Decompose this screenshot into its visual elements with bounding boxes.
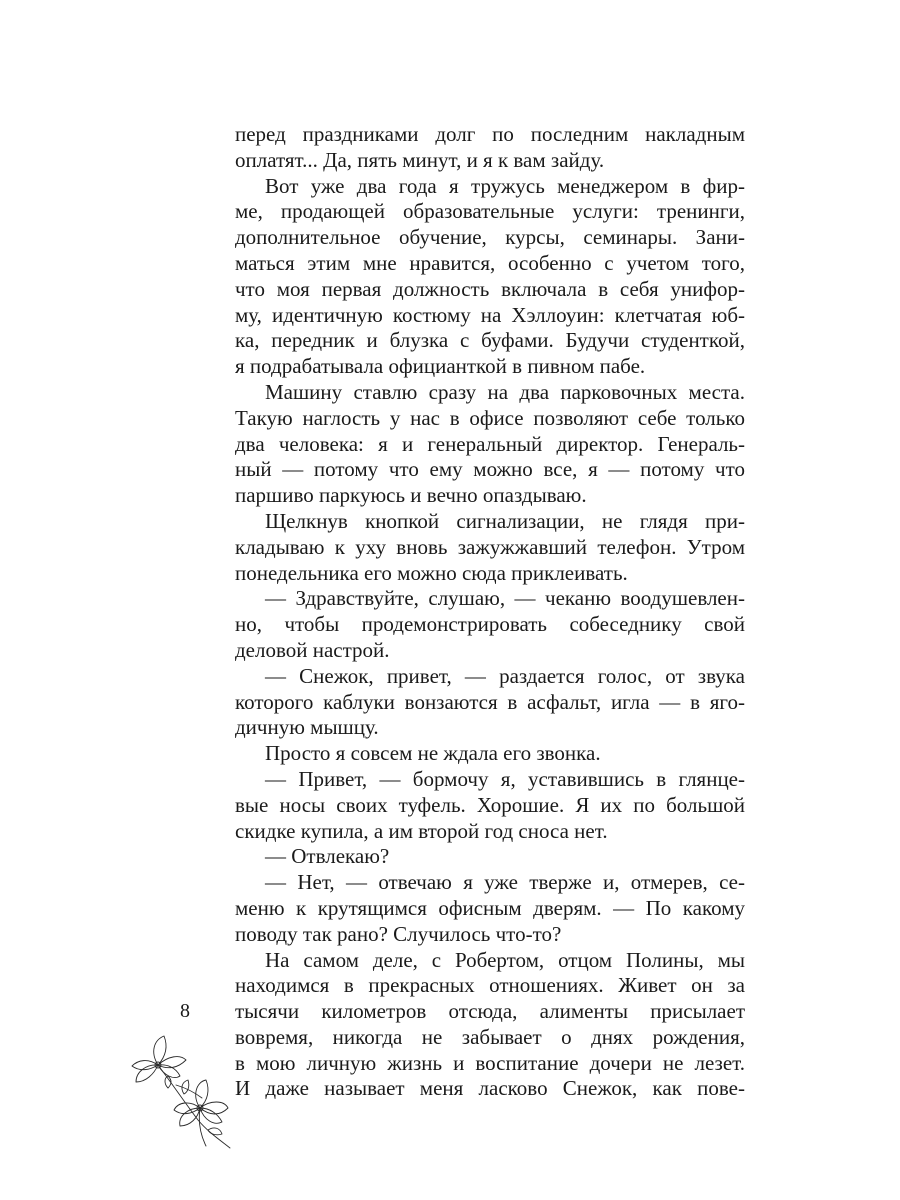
- text-line: ка, передник и блузка с буфами. Будучи студенткой,: [235, 328, 745, 353]
- text-line: перед праздниками долг по последним накладным: [235, 122, 745, 146]
- text-line: кладываю к уху вновь зажужжавший телефон. Утром: [235, 534, 745, 559]
- text-line: понедельника его можно сюда приклеивать.: [235, 560, 628, 585]
- text-line: вовремя, никогда не забывает о днях рождения,: [235, 1024, 745, 1049]
- text-line: вые носы своих туфель. Хорошие. Я их по большой: [235, 792, 745, 817]
- text-line: в мою личную жизнь и воспитание дочери не лезет.: [235, 1050, 745, 1075]
- ornament-petal: [136, 1065, 158, 1082]
- text-line: два человека: я и генеральный директор. Генераль-: [235, 431, 745, 456]
- text-line: ный — потому что ему можно все, я — потому что: [235, 457, 745, 482]
- text-line: паршиво паркуюсь и вечно опаздываю.: [235, 483, 587, 508]
- text-line: маться этим мне нравится, особенно с учетом того,: [235, 250, 745, 275]
- text-line: И даже называет меня ласково Снежок, как пове-: [235, 1076, 745, 1101]
- text-line: находимся в прекрасных отношениях. Живет он за: [235, 973, 745, 998]
- text-line: Щелкнув кнопкой сигнализации, не глядя при-: [265, 508, 745, 533]
- ornament-petal: [158, 1057, 186, 1068]
- ornament-leaf: [208, 1128, 222, 1135]
- text-line: Вот уже два года я тружусь менеджером в фир-: [265, 173, 745, 198]
- text-line: — Привет, — бормочу я, уставившись в глянце-: [265, 766, 745, 791]
- text-line: Такую наглость у нас в офисе позволяют себе только: [235, 405, 745, 430]
- body-text: [235, 122, 745, 1102]
- flower-ornament-icon: [128, 1030, 238, 1150]
- text-line: я подрабатывала официанткой в пивном пабе.: [235, 354, 646, 379]
- text-line: — Отвлекаю?: [265, 844, 390, 869]
- text-line: меню к крутящимся офисным дверям. — По какому: [235, 895, 745, 920]
- text-line: дичную мышцу.: [235, 715, 379, 740]
- page-number: 8: [180, 1000, 190, 1022]
- text-line: На самом деле, с Робертом, отцом Полины, мы: [265, 947, 745, 972]
- text-line: дополнительное обучение, курсы, семинары. Зани-: [235, 225, 745, 250]
- text-line: оплатят... Да, пять минут, и я к вам зайду.: [235, 147, 605, 172]
- text-line: ме, продающей образовательные услуги: тренинги,: [235, 199, 745, 224]
- ornament-petal: [180, 1108, 200, 1126]
- text-line: — Нет, — отвечаю я уже тверже и, отмерев, се-: [265, 870, 745, 895]
- text-line: Просто я совсем не ждала его звонка.: [265, 741, 601, 766]
- text-line: — Снежок, привет, — раздается голос, от звука: [265, 663, 745, 688]
- text-line: поводу так рано? Случилось что-то?: [235, 921, 562, 946]
- text-line: которого каблуки вонзаются в асфальт, игла — в яго-: [235, 689, 745, 714]
- text-line: что моя первая должность включала в себя унифор-: [235, 276, 745, 301]
- text-line: но, чтобы продемонстрировать собеседнику свой: [235, 612, 745, 637]
- text-line: тысячи километров отсюда, алименты присылает: [235, 999, 745, 1024]
- text-line: му, идентичную костюму на Хэллоуин: клетчатая юб-: [235, 302, 745, 327]
- text-line: Машину ставлю сразу на два парковочных места.: [265, 379, 745, 404]
- text-line: деловой настрой.: [235, 637, 390, 662]
- text-line: скидке купила, а им второй год сноса нет.: [235, 818, 608, 843]
- text-line: — Здравствуйте, слушаю, — чеканю воодушевлен-: [265, 586, 745, 611]
